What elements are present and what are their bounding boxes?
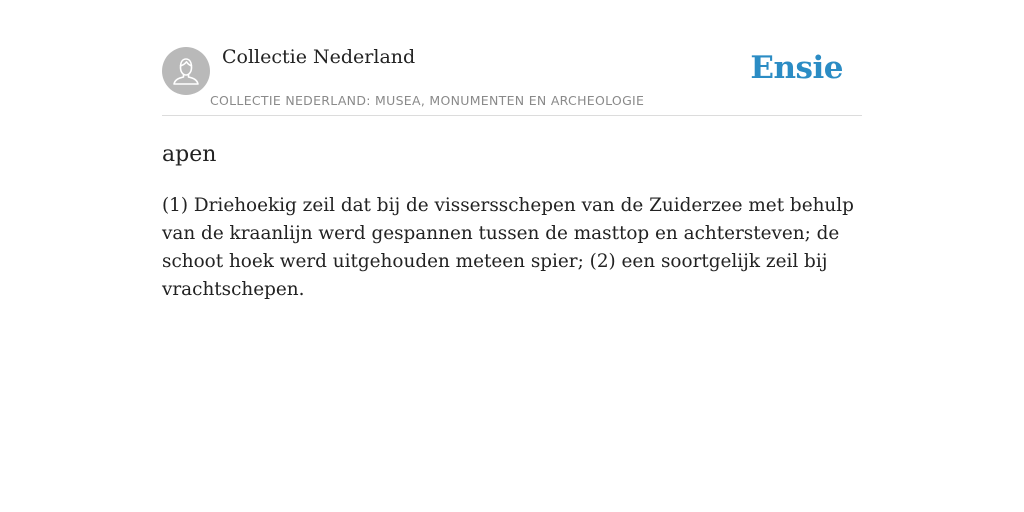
author-name[interactable]: Collectie Nederland (222, 46, 416, 68)
entry-card (162, 44, 862, 304)
user-avatar-icon[interactable] (162, 47, 210, 95)
ensie-logo[interactable]: Ensie (750, 50, 843, 86)
entry-definition: (1) Driehoekig zeil dat bij de vissersschepen van de Zuiderzee met behulp van de kraanlijn werd gespannen tussen de masttop en achtersteven; de schoot hoek werd uitgehouden meteen spier; (2) een soortgelijk zeil bij vrachtschepen. (162, 195, 854, 300)
entry-header (162, 44, 862, 116)
author-subtitle: COLLECTIE NEDERLAND: MUSEA, MONUMENTEN EN ARCHEOLOGIE (210, 93, 645, 108)
entry-term: apen (162, 142, 217, 167)
